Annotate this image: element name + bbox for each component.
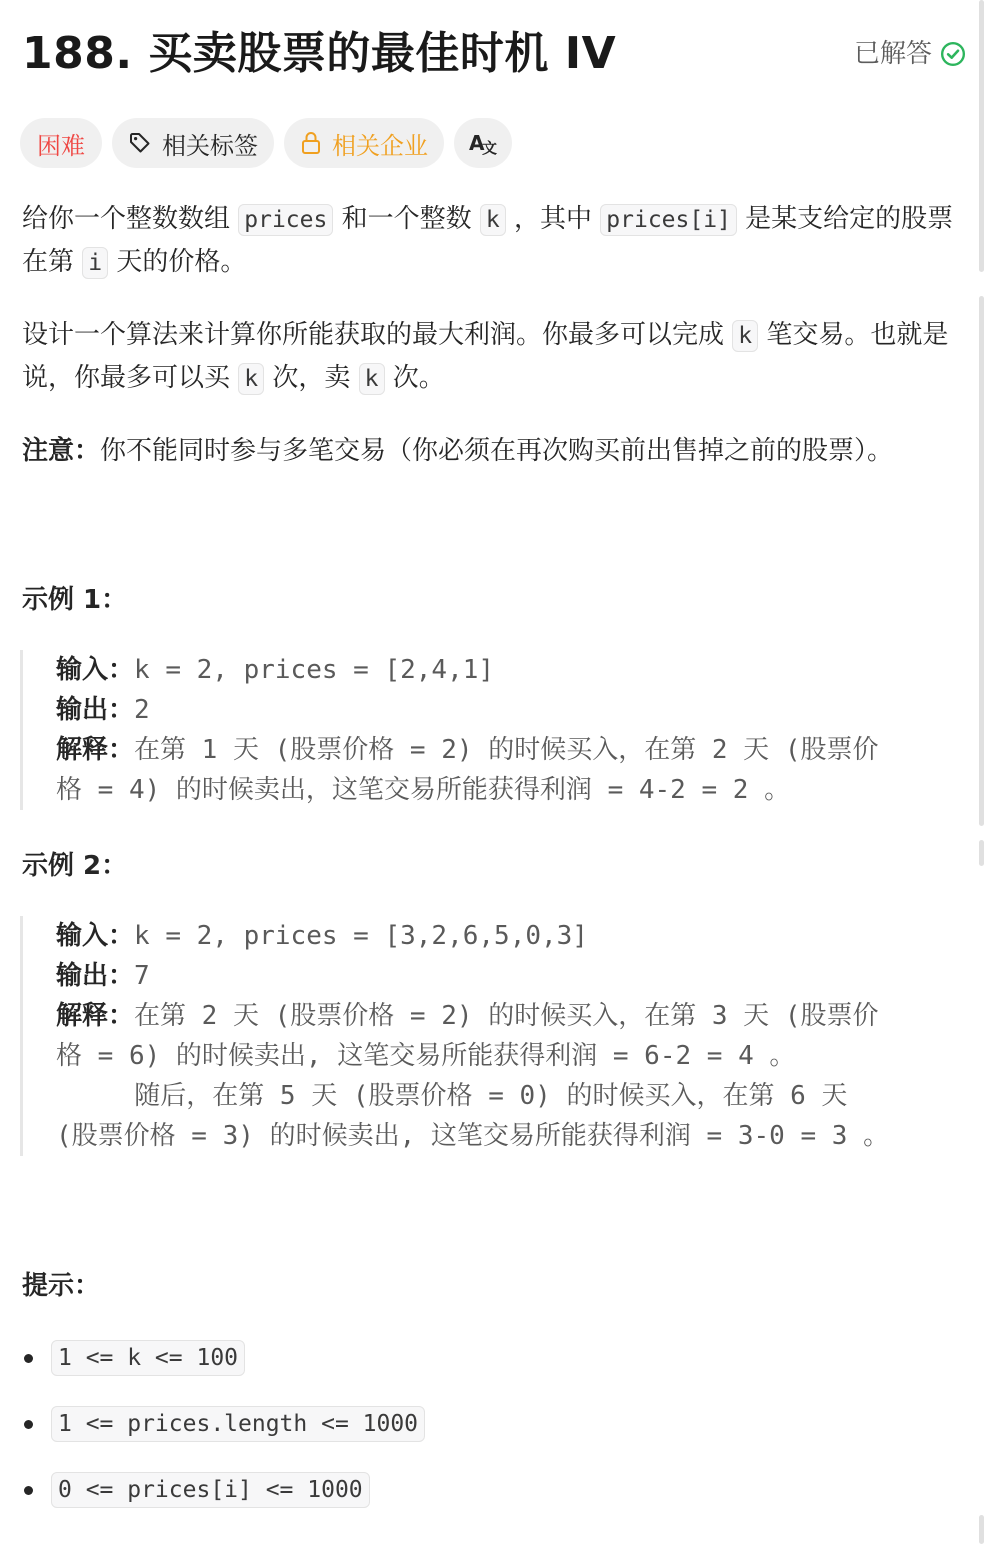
example-1-block — [20, 650, 960, 810]
example-output-row — [56, 690, 960, 730]
explain-text: 在第 2 天 (股票价格 = 2) 的时候买入，在第 3 天 (股票价 — [134, 1001, 879, 1031]
explain-label: 解释： — [56, 1001, 135, 1031]
example-explain-row — [56, 770, 960, 810]
text-run: 笔交易。也就是说，你最多可以买 — [22, 320, 949, 393]
note-label: 注意： — [22, 436, 101, 466]
companies-label: 相关企业 — [332, 131, 428, 160]
tag-icon — [128, 131, 152, 155]
topics-tag-button[interactable] — [112, 118, 274, 168]
solved-label: 已解答 — [853, 39, 932, 69]
hint-item — [24, 1340, 245, 1376]
tags-row — [20, 118, 512, 168]
text-run: 设计一个算法来计算你所能获取的最大利润。你最多可以完成 — [22, 320, 733, 350]
example-input-row — [56, 650, 960, 690]
bullet-icon — [24, 1420, 33, 1429]
description-note — [22, 430, 967, 472]
inline-code: prices[i] — [600, 204, 737, 236]
description-paragraph-1 — [22, 198, 967, 284]
input-value: k = 2, prices = [3,2,6,5,0,3] — [134, 921, 588, 951]
bullet-icon — [24, 1486, 33, 1495]
svg-text:文: 文 — [482, 139, 498, 156]
topics-label: 相关标签 — [162, 131, 258, 160]
note-text: 你不能同时参与多笔交易（你必须在再次购买前出售掉之前的股票）。 — [100, 436, 894, 466]
companies-tag-button[interactable] — [284, 118, 444, 168]
example-input-row — [56, 916, 960, 956]
input-label: 输入： — [56, 655, 135, 685]
text-run: ，其中 — [505, 204, 601, 234]
output-label: 输出： — [56, 695, 135, 725]
inline-code: k — [238, 363, 264, 395]
input-value: k = 2, prices = [2,4,1] — [134, 655, 495, 685]
hint-code: 1 <= prices.length <= 1000 — [51, 1406, 425, 1442]
hint-code: 0 <= prices[i] <= 1000 — [51, 1472, 370, 1508]
explain-text: 随后，在第 5 天 (股票价格 = 0) 的时候买入，在第 6 天 — [56, 1081, 848, 1111]
text-run: 次，卖 — [264, 363, 359, 393]
explain-text: 格 = 4) 的时候卖出，这笔交易所能获得利润 = 4-2 = 2 。 — [56, 775, 791, 805]
check-circle-icon — [940, 41, 966, 67]
explain-text: (股票价格 = 3) 的时候卖出, 这笔交易所能获得利润 = 3-0 = 3 。 — [56, 1121, 890, 1151]
example-explain-row — [56, 996, 960, 1036]
svg-text:A: A — [469, 131, 485, 155]
lock-icon — [300, 131, 322, 155]
text-run: 是某支给定的股票在第 — [22, 204, 954, 277]
inline-code: prices — [238, 204, 333, 236]
example-2-block — [20, 916, 960, 1156]
hint-code: 1 <= k <= 100 — [51, 1340, 245, 1376]
example-explain-row — [56, 730, 960, 770]
explain-label: 解释： — [56, 735, 135, 765]
solved-status[interactable] — [854, 36, 966, 72]
text-run: 和一个整数 — [333, 204, 480, 234]
example-output-row — [56, 956, 960, 996]
text-run: 给你一个整数数组 — [22, 204, 239, 234]
hint-item — [24, 1406, 425, 1442]
description-paragraph-2 — [22, 314, 967, 400]
text-run: 次。 — [384, 363, 445, 393]
bullet-icon — [24, 1354, 33, 1363]
text-run: 天的价格。 — [108, 247, 247, 277]
inline-code: k — [480, 204, 506, 236]
example-explain-row — [56, 1116, 960, 1156]
output-value: 7 — [134, 961, 150, 991]
inline-code: i — [82, 247, 108, 279]
translate-icon — [468, 130, 498, 156]
hints-heading: 提示： — [22, 1271, 101, 1301]
translate-button[interactable] — [454, 118, 512, 168]
inline-code: k — [359, 363, 385, 395]
inline-code: k — [732, 320, 758, 352]
output-label: 输出： — [56, 961, 135, 991]
example-1-heading: 示例 1： — [22, 585, 128, 615]
scrollbar-fragment — [979, 840, 984, 866]
example-explain-row — [56, 1036, 960, 1076]
scrollbar-fragment — [979, 1515, 984, 1544]
output-value: 2 — [134, 695, 150, 725]
difficulty-label: 困难 — [37, 131, 85, 160]
hint-item — [24, 1472, 370, 1508]
scrollbar-track[interactable] — [979, 0, 984, 272]
explain-text: 格 = 6) 的时候卖出, 这笔交易所能获得利润 = 6-2 = 4 。 — [56, 1041, 796, 1071]
example-explain-row — [56, 1076, 960, 1116]
input-label: 输入： — [56, 921, 135, 951]
scrollbar-thumb[interactable] — [979, 296, 984, 826]
problem-title: 188. 买卖股票的最佳时机 IV — [22, 28, 617, 79]
explain-text: 在第 1 天 (股票价格 = 2) 的时候买入，在第 2 天 (股票价 — [134, 735, 879, 765]
example-2-heading: 示例 2： — [22, 851, 128, 881]
difficulty-badge — [20, 118, 102, 168]
